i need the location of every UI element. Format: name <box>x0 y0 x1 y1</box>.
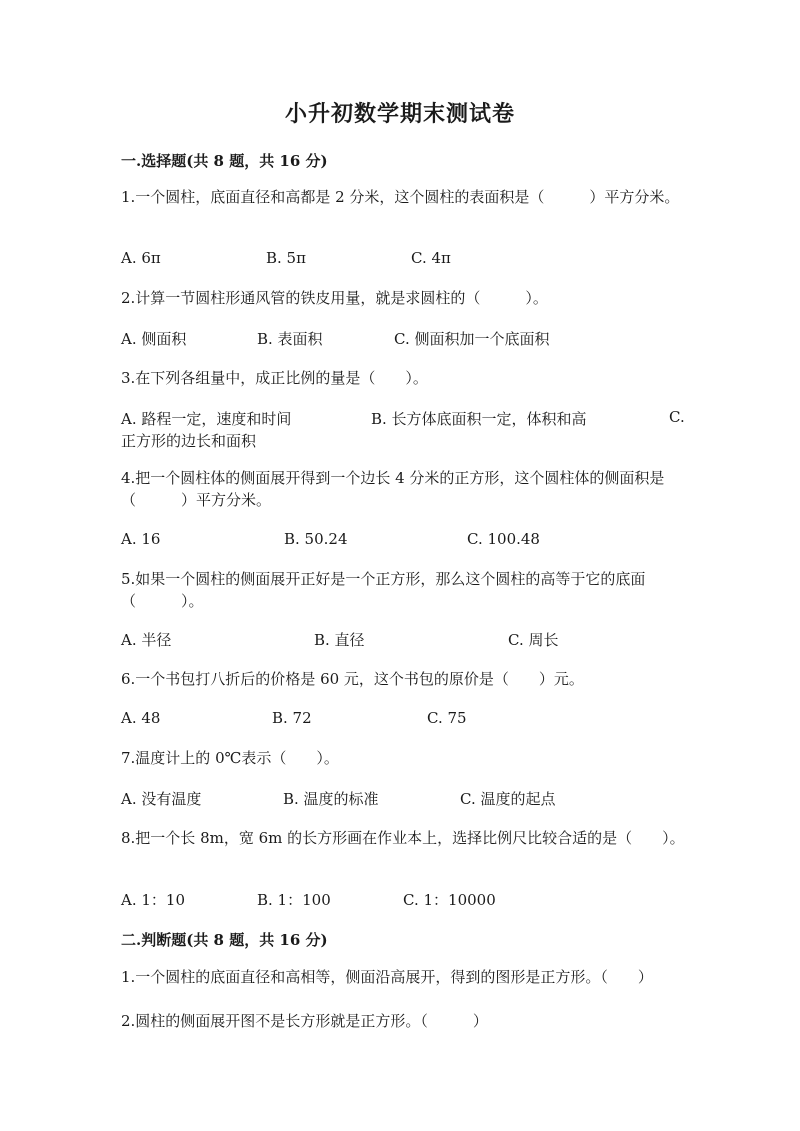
option-b: B. 72 <box>272 709 312 727</box>
question-1: 1.一个圆柱，底面直径和高都是 2 分米，这个圆柱的表面积是（ ）平方分米。 <box>121 188 680 206</box>
option-a: A. 16 <box>121 530 161 548</box>
option-a: A. 6π <box>121 249 161 267</box>
option-a: A. 没有温度 <box>121 790 202 808</box>
option-c: C. 温度的起点 <box>460 790 556 808</box>
option-a: A. 半径 <box>121 631 172 649</box>
option-b: B. 温度的标准 <box>283 790 379 808</box>
judgment-question-1: 1.一个圆柱的底面直径和高相等，侧面沿高展开，得到的图形是正方形。（ ） <box>121 968 653 986</box>
question-2: 2.计算一节圆柱形通风管的铁皮用量，就是求圆柱的（ ）。 <box>121 289 548 307</box>
question-3: 3.在下列各组量中，成正比例的量是（ ）。 <box>121 369 428 387</box>
judgment-question-2: 2.圆柱的侧面展开图不是长方形就是正方形。（ ） <box>121 1012 488 1030</box>
option-a: A. 路程一定，速度和时间 <box>121 410 292 428</box>
option-c: C. <box>669 408 685 426</box>
question-5: 5.如果一个圆柱的侧面展开正好是一个正方形，那么这个圆柱的高等于它的底面（ ）。 <box>121 570 646 610</box>
option-b: B. 5π <box>266 249 306 267</box>
option-c: C. 75 <box>427 709 467 727</box>
section-heading-judgment: 二.判断题(共 8 题，共 16 分) <box>121 931 328 949</box>
option-c: C. 1：10000 <box>403 891 496 909</box>
option-c-continuation: 正方形的边长和面积 <box>121 432 257 450</box>
section-heading-choice: 一.选择题(共 8 题，共 16 分) <box>121 152 328 170</box>
option-a: A. 48 <box>121 709 161 727</box>
option-b: B. 50.24 <box>284 530 348 548</box>
question-4: 4.把一个圆柱体的侧面展开得到一个边长 4 分米的正方形，这个圆柱体的侧面积是（ ）平方分米。 <box>121 469 665 509</box>
option-b: B. 表面积 <box>257 330 323 348</box>
option-c: C. 4π <box>411 249 451 267</box>
option-c: C. 周长 <box>508 631 559 649</box>
option-b: B. 直径 <box>314 631 365 649</box>
option-a: A. 1：10 <box>121 891 185 909</box>
question-6: 6.一个书包打八折后的价格是 60 元，这个书包的原价是（ ）元。 <box>121 670 584 688</box>
option-b: B. 长方体底面积一定，体积和高 <box>371 410 587 428</box>
option-c: C. 100.48 <box>467 530 540 548</box>
option-c: C. 侧面积加一个底面积 <box>394 330 550 348</box>
option-a: A. 侧面积 <box>121 330 187 348</box>
question-7: 7.温度计上的 0℃表示（ ）。 <box>121 749 339 767</box>
option-b: B. 1：100 <box>257 891 331 909</box>
question-8: 8.把一个长 8m，宽 6m 的长方形画在作业本上，选择比例尺比较合适的是（ ）。 <box>121 829 685 847</box>
exam-title: 小升初数学期末测试卷 <box>284 101 515 127</box>
